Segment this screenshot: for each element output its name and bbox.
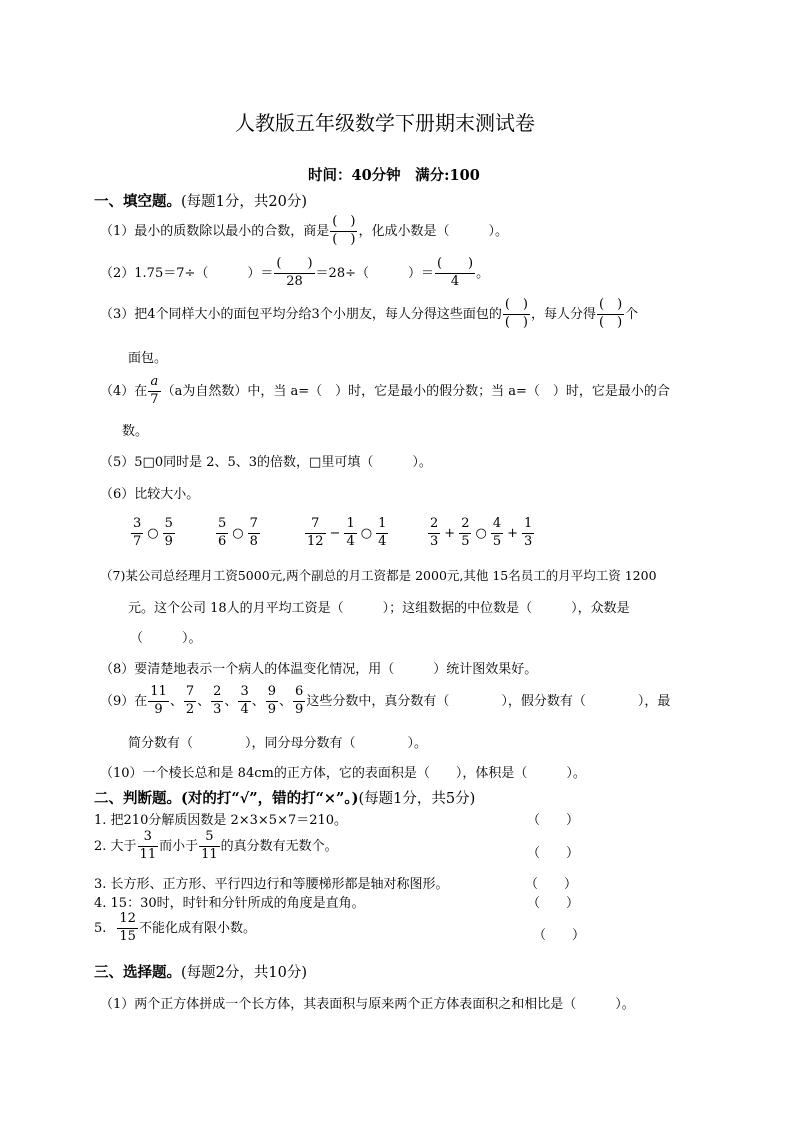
judge-item-4: 4. 15：30时，时针和分针所成的角度是直角。 — [94, 896, 365, 911]
q3-denominator-2: ( ) — [599, 314, 623, 330]
question-1-1 — [100, 215, 508, 248]
fraction: $\frac{2}{3}$ — [430, 516, 439, 549]
section-2-title: 二、判断题。(对的打“√”，错的打“×”。) — [94, 790, 359, 807]
judge-2-text-b: 而小于 — [159, 838, 199, 854]
section-1-title: 一、填空题。 — [94, 193, 181, 210]
q9-text-a: （9）在 — [100, 693, 148, 709]
q2-fraction-1 — [274, 257, 314, 290]
minus-sign: − — [329, 525, 341, 541]
fraction: $\frac{1}{4}$ — [378, 516, 387, 549]
answer-blank[interactable]: （ ） — [527, 846, 580, 861]
compare-circle: ○ — [232, 525, 244, 541]
q2-denominator-1: 28 — [274, 273, 314, 290]
q1-text-a: （1）最小的质数除以最小的合数，商是 — [100, 223, 330, 239]
answer-blank[interactable]: （ ） — [525, 877, 578, 892]
q3-fraction-2 — [597, 298, 624, 331]
q3-fraction-1 — [503, 298, 530, 331]
fraction: $\frac{7}{12}$ — [307, 516, 324, 549]
separator: 、 — [197, 693, 211, 709]
section-1-score: (每题1分，共20分) — [181, 194, 307, 210]
separator: 、 — [251, 693, 265, 709]
judge-2-text-a: 2. 大于 — [94, 838, 137, 854]
q3-text-c: 个 — [625, 306, 639, 322]
q3-numerator-1: ( ) — [504, 297, 528, 312]
question-3-1: （1）两个正方体拼成一个长方体，其表面积与原来两个正方体表面积之和相比是（ ）。 — [100, 997, 635, 1012]
q9-text-b: 这些分数中，真分数有（ ），假分数有（ ），最 — [306, 693, 671, 709]
question-1-7-line-1: （7)某公司总经理月工资5000元,两个副总的月工资都是 2000元,其他 15名员工的月平均工资 1200 — [100, 568, 657, 583]
fraction: $\frac{5}{9}$ — [164, 516, 173, 549]
fraction: $\frac{12}{15}$ — [119, 911, 136, 944]
fraction: $\frac{2}{5}$ — [461, 516, 470, 549]
fraction: $\frac{5}{6}$ — [218, 516, 227, 549]
q2-denominator-2: 4 — [435, 273, 475, 290]
q2-text-c: 。 — [476, 265, 490, 281]
compare-group-1 — [130, 516, 176, 550]
question-1-5: （5）5□0同时是 2、5、3的倍数，□里可填（ ）。 — [100, 455, 432, 470]
q3-line-2: 面包。 — [128, 351, 168, 366]
question-1-2 — [100, 257, 489, 290]
question-1-7-line-2: 元。这个公司 18人的月平均工资是（ ）；这组数据的中位数是（ ），众数是 — [128, 601, 630, 616]
question-1-9-line-2: 简分数有（ ），同分母分数有（ ）。 — [128, 736, 428, 751]
q1-text-b: ，化成小数是（ ）。 — [358, 223, 508, 239]
fraction: $\frac{3}{4}$ — [240, 684, 249, 717]
compare-circle: ○ — [147, 525, 159, 541]
answer-blank[interactable]: （ ） — [527, 896, 580, 911]
page-title: 人教版五年级数学下册期末测试卷 — [235, 111, 535, 135]
fraction: $\frac{1}{3}$ — [524, 516, 533, 549]
section-1-heading — [94, 190, 307, 211]
q1-denominator: ( ) — [332, 231, 356, 247]
separator: 、 — [279, 693, 293, 709]
q2-text-b: ＝28÷（ ）＝ — [315, 265, 434, 281]
q2-text-a: （2）1.75＝7÷（ ）＝ — [100, 265, 274, 281]
judge-item-1: 1. 把210分解质因数是 2×3×5×7＝210。 — [94, 813, 348, 828]
section-3-title: 三、选择题。 — [94, 964, 181, 981]
q4-text-b: （a为自然数）中，当 a=（ ）时，它是最小的假分数；当 a=（ ）时，它是最小的合 — [161, 383, 670, 399]
question-1-4 — [100, 375, 670, 408]
judge-5-text-a: 5. — [94, 920, 107, 936]
q4-numerator: a — [150, 374, 159, 389]
question-1-8: （8）要清楚地表示一个病人的体温变化情况，用（ ）统计图效果好。 — [100, 662, 538, 677]
compare-group-4 — [427, 516, 535, 550]
q4-denominator: 7 — [150, 391, 159, 407]
q1-fraction — [330, 215, 357, 248]
judge-5-text-b: 不能化成有限小数。 — [138, 920, 256, 936]
judge-2-text-c: 的真分数有无数个。 — [220, 838, 338, 854]
fraction: $\frac{7}{2}$ — [185, 684, 195, 717]
fraction: $\frac{1}{4}$ — [346, 516, 355, 549]
q4-fraction — [148, 375, 160, 408]
q3-denominator-1: ( ) — [504, 314, 528, 330]
answer-blank[interactable]: （ ） — [533, 928, 586, 943]
section-2-heading — [94, 787, 475, 808]
section-3-heading — [94, 961, 307, 982]
compare-circle: ○ — [475, 525, 487, 541]
compare-group-2 — [215, 516, 261, 550]
q3-text-a: （3）把4个同样大小的面包平均分给3个小朋友，每人分得这些面包的 — [100, 306, 502, 322]
fraction: $\frac{7}{8}$ — [249, 516, 258, 549]
q3-text-b: ，每人分得 — [530, 306, 596, 322]
q2-numerator-1: ( ) — [276, 256, 313, 271]
q4-line-2: 数。 — [122, 424, 149, 439]
fraction: $\frac{3}{7}$ — [133, 516, 142, 549]
answer-blank[interactable]: （ ） — [527, 813, 580, 828]
separator: 、 — [224, 693, 238, 709]
plus-sign: + — [444, 525, 456, 541]
compare-circle: ○ — [360, 525, 373, 541]
q4-text-a: （4）在 — [100, 383, 148, 399]
fraction: $\frac{11}{9}$ — [150, 684, 167, 717]
fraction: $\frac{5}{11}$ — [201, 829, 218, 862]
q1-numerator: ( ) — [332, 214, 356, 229]
judge-item-2 — [94, 830, 338, 863]
fraction: $\frac{4}{5}$ — [492, 516, 502, 549]
q2-fraction-2 — [435, 257, 475, 290]
q3-numerator-2: ( ) — [599, 297, 623, 312]
separator: 、 — [169, 693, 183, 709]
section-2-score: (每题1分，共5分) — [358, 791, 476, 807]
question-1-7-line-3: （ ）。 — [130, 631, 202, 646]
fraction: $\frac{9}{9}$ — [267, 684, 277, 717]
fraction: $\frac{3}{11}$ — [139, 829, 157, 862]
question-1-6: （6）比较大小。 — [100, 487, 200, 502]
q2-numerator-2: ( ) — [436, 256, 474, 271]
judge-item-3: 3. 长方形、正方形、平行四边行和等腰梯形都是轴对称图形。 — [94, 877, 449, 892]
plus-sign: + — [507, 525, 518, 541]
section-3-score: (每题2分，共10分) — [181, 965, 307, 981]
fraction: $\frac{2}{3}$ — [213, 684, 222, 717]
question-1-3 — [100, 298, 638, 331]
question-1-10: （10）一个棱长总和是 84cm的正方体，它的表面积是（ ），体积是（ ）。 — [100, 766, 586, 781]
judge-item-5 — [94, 912, 256, 945]
compare-group-3 — [304, 516, 389, 550]
fraction: $\frac{6}{9}$ — [295, 684, 304, 717]
question-1-9 — [100, 685, 670, 718]
exam-info: 时间：40分钟 满分:100 — [308, 167, 480, 184]
